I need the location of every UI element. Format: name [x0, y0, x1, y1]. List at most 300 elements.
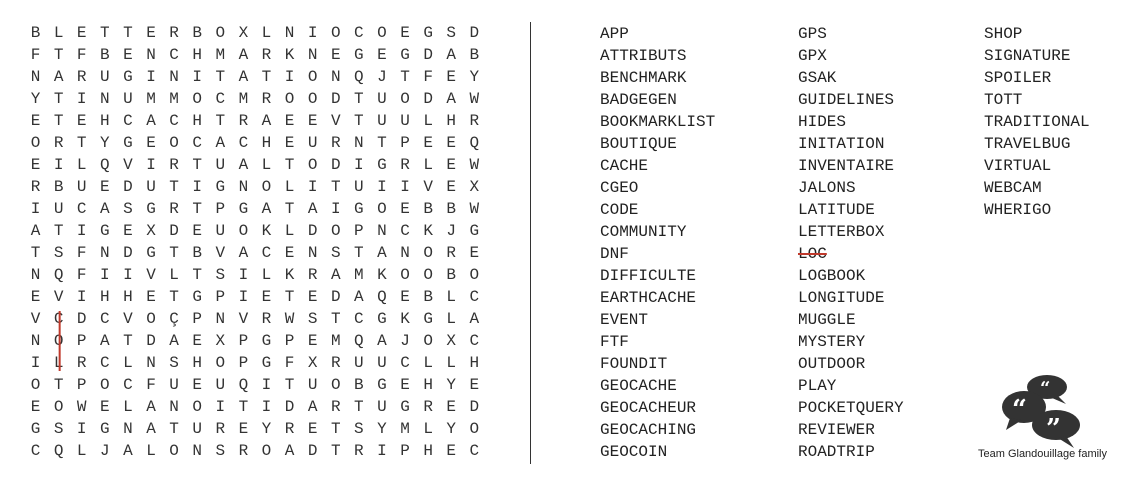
grid-cell: E	[123, 46, 133, 64]
grid-cell: O	[30, 134, 41, 152]
grid-cell: A	[238, 46, 249, 64]
grid-cell: A	[169, 332, 179, 350]
grid-cell: U	[215, 222, 226, 240]
word-list-column-1	[600, 23, 715, 463]
word-list-item: BADGEGEN	[600, 91, 677, 109]
word-list-item: VIRTUAL	[984, 157, 1052, 175]
grid-cell: I	[53, 156, 64, 174]
grid-cell: L	[76, 442, 87, 460]
grid-cell: A	[307, 200, 318, 218]
grid-cell: G	[261, 354, 272, 372]
grid-cell: O	[307, 90, 318, 108]
grid-cell: O	[215, 354, 226, 372]
grid-cell: T	[53, 376, 64, 394]
word-list-item: MUGGLE	[798, 311, 856, 329]
grid-cell: G	[354, 200, 364, 218]
grid-cell: K	[284, 46, 295, 64]
word-list-item: EARTHCACHE	[600, 289, 697, 307]
grid-cell: M	[215, 46, 226, 64]
grid-cell: S	[330, 244, 341, 262]
grid-cell: P	[354, 222, 364, 240]
grid-cell: I	[238, 266, 249, 284]
grid-cell: M	[400, 420, 410, 438]
word-list-item: EVENT	[600, 311, 649, 329]
grid-cell: R	[30, 178, 41, 196]
grid-cell: P	[284, 332, 295, 350]
grid-cell: L	[169, 266, 179, 284]
grid-cell: R	[330, 354, 341, 372]
grid-cell: E	[76, 24, 87, 42]
grid-cell: N	[307, 244, 318, 262]
grid-cell: E	[192, 376, 202, 394]
grid-cell: O	[423, 244, 433, 262]
grid-cell: A	[261, 112, 272, 130]
grid-row	[24, 44, 512, 66]
grid-cell: I	[284, 68, 295, 86]
word-list-item: LOC	[798, 245, 827, 263]
grid-cell: O	[469, 420, 480, 438]
grid-cell: L	[446, 310, 457, 328]
grid-cell: D	[423, 46, 433, 64]
grid-cell: X	[215, 332, 226, 350]
grid-cell: O	[423, 266, 433, 284]
grid-cell: A	[100, 200, 110, 218]
grid-cell: E	[30, 112, 41, 130]
grid-cell: R	[169, 200, 179, 218]
grid-cell: T	[215, 68, 226, 86]
grid-cell: B	[192, 244, 202, 262]
grid-cell: R	[169, 156, 179, 174]
grid-row	[24, 132, 512, 154]
grid-cell: T	[238, 398, 249, 416]
word-list-item: JALONS	[798, 179, 856, 197]
grid-cell: J	[100, 442, 110, 460]
grid-cell: R	[76, 354, 87, 372]
grid-cell: R	[169, 24, 179, 42]
grid-cell: U	[307, 134, 318, 152]
word-list-item: GEOCOIN	[600, 443, 668, 461]
grid-row	[24, 110, 512, 132]
grid-cell: N	[354, 134, 364, 152]
grid-row	[24, 198, 512, 220]
grid-cell: X	[469, 178, 480, 196]
grid-cell: D	[284, 398, 295, 416]
word-list-item: OUTDOOR	[798, 355, 866, 373]
grid-cell: E	[307, 112, 318, 130]
grid-cell: Q	[53, 266, 64, 284]
grid-cell: D	[76, 310, 87, 328]
grid-cell: X	[446, 332, 457, 350]
grid-cell: H	[192, 354, 202, 372]
letter-grid	[24, 22, 512, 462]
grid-cell: V	[330, 112, 341, 130]
grid-cell: N	[192, 442, 202, 460]
grid-cell: B	[446, 266, 457, 284]
grid-cell: Q	[100, 156, 110, 174]
grid-cell: U	[400, 112, 410, 130]
grid-cell: Y	[446, 376, 457, 394]
grid-cell: E	[400, 288, 410, 306]
grid-cell: R	[284, 420, 295, 438]
grid-cell: L	[146, 442, 156, 460]
grid-cell: N	[169, 68, 179, 86]
grid-cell: F	[146, 376, 156, 394]
grid-cell: W	[76, 398, 87, 416]
grid-cell: E	[330, 46, 341, 64]
grid-cell: R	[261, 310, 272, 328]
grid-cell: E	[284, 244, 295, 262]
grid-cell: A	[100, 332, 110, 350]
grid-cell: O	[377, 24, 387, 42]
grid-cell: R	[238, 112, 249, 130]
grid-cell: I	[76, 288, 87, 306]
grid-cell: Q	[354, 332, 364, 350]
grid-cell: P	[192, 310, 202, 328]
grid-cell: I	[30, 200, 41, 218]
word-list-item: GPX	[798, 47, 827, 65]
grid-cell: P	[76, 332, 87, 350]
grid-cell: Y	[261, 420, 272, 438]
grid-cell: Y	[377, 420, 387, 438]
grid-cell: C	[123, 376, 133, 394]
grid-cell: C	[76, 200, 87, 218]
word-list-item: WEBCAM	[984, 179, 1042, 197]
grid-cell: R	[261, 46, 272, 64]
grid-cell: G	[261, 332, 272, 350]
grid-cell: T	[215, 112, 226, 130]
grid-cell: D	[330, 156, 341, 174]
grid-cell: E	[400, 376, 410, 394]
grid-cell: L	[423, 354, 433, 372]
grid-cell: A	[53, 68, 64, 86]
grid-cell: I	[377, 178, 387, 196]
grid-cell: T	[284, 288, 295, 306]
grid-cell: U	[307, 376, 318, 394]
word-list-item: TRADITIONAL	[984, 113, 1090, 131]
grid-row	[24, 440, 512, 462]
grid-cell: N	[30, 68, 41, 86]
word-list-item: BOOKMARKLIST	[600, 113, 716, 131]
grid-cell: G	[100, 420, 110, 438]
grid-cell: A	[261, 200, 272, 218]
grid-cell: R	[400, 156, 410, 174]
grid-cell: E	[400, 24, 410, 42]
grid-cell: A	[469, 310, 480, 328]
grid-cell: L	[284, 178, 295, 196]
grid-cell: R	[76, 68, 87, 86]
grid-cell: A	[446, 90, 457, 108]
grid-cell: F	[76, 46, 87, 64]
grid-cell: I	[261, 398, 272, 416]
grid-cell: O	[100, 376, 110, 394]
grid-cell: H	[446, 112, 457, 130]
word-list-item: PLAY	[798, 377, 837, 395]
grid-cell: N	[123, 420, 133, 438]
grid-cell: L	[123, 354, 133, 372]
grid-cell: O	[169, 442, 179, 460]
grid-cell: N	[307, 46, 318, 64]
word-list-item: REVIEWER	[798, 421, 875, 439]
grid-cell: I	[146, 156, 156, 174]
grid-cell: V	[423, 178, 433, 196]
grid-cell: O	[169, 134, 179, 152]
grid-cell: Q	[377, 288, 387, 306]
word-list-item: ROADTRIP	[798, 443, 875, 461]
grid-cell: Y	[446, 420, 457, 438]
grid-cell: R	[330, 134, 341, 152]
grid-cell: E	[146, 134, 156, 152]
grid-cell: C	[354, 24, 364, 42]
grid-cell: L	[76, 156, 87, 174]
grid-cell: C	[354, 310, 364, 328]
grid-cell: O	[400, 266, 410, 284]
grid-cell: A	[307, 398, 318, 416]
grid-cell: B	[423, 288, 433, 306]
grid-cell: H	[423, 442, 433, 460]
grid-cell: E	[30, 398, 41, 416]
grid-cell: T	[76, 134, 87, 152]
grid-cell: D	[330, 90, 341, 108]
grid-cell: T	[169, 178, 179, 196]
grid-cell: Ç	[169, 310, 179, 328]
grid-cell: U	[192, 420, 202, 438]
word-list-item: DNF	[600, 245, 629, 263]
grid-cell: O	[469, 266, 480, 284]
grid-cell: W	[469, 200, 480, 218]
grid-cell: E	[307, 288, 318, 306]
grid-cell: N	[169, 398, 179, 416]
grid-cell: Q	[238, 376, 249, 394]
grid-cell: G	[100, 222, 110, 240]
grid-cell: W	[469, 90, 480, 108]
grid-cell: O	[215, 24, 226, 42]
grid-cell: H	[100, 288, 110, 306]
grid-cell: M	[169, 90, 179, 108]
grid-cell: P	[215, 288, 226, 306]
grid-cell: T	[53, 222, 64, 240]
grid-cell: I	[261, 376, 272, 394]
grid-cell: C	[469, 288, 480, 306]
grid-cell: X	[146, 222, 156, 240]
grid-cell: P	[76, 376, 87, 394]
grid-cell: U	[76, 178, 87, 196]
grid-cell: D	[123, 244, 133, 262]
grid-cell: E	[446, 178, 457, 196]
grid-cell: S	[446, 24, 457, 42]
grid-cell: E	[100, 178, 110, 196]
grid-cell: E	[146, 24, 156, 42]
word-list-item: BOUTIQUE	[600, 135, 677, 153]
grid-cell: T	[192, 266, 202, 284]
grid-cell: U	[354, 178, 364, 196]
grid-cell: D	[307, 442, 318, 460]
grid-row	[24, 264, 512, 286]
grid-cell: O	[377, 200, 387, 218]
grid-cell: P	[400, 134, 410, 152]
word-list-item: SIGNATURE	[984, 47, 1071, 65]
speech-bubbles-icon	[1000, 374, 1090, 455]
grid-cell: G	[146, 200, 156, 218]
grid-cell: H	[192, 112, 202, 130]
grid-cell: E	[261, 288, 272, 306]
grid-cell: C	[238, 134, 249, 152]
svg-text:”: ”	[1046, 414, 1061, 444]
grid-row	[24, 88, 512, 110]
word-list-item: GUIDELINES	[798, 91, 895, 109]
grid-cell: P	[215, 200, 226, 218]
grid-cell: N	[284, 24, 295, 42]
grid-cell: C	[215, 90, 226, 108]
grid-cell: B	[53, 178, 64, 196]
grid-cell: T	[330, 420, 341, 438]
grid-cell: I	[76, 222, 87, 240]
grid-cell: K	[400, 310, 410, 328]
grid-cell: V	[238, 310, 249, 328]
grid-cell: A	[377, 332, 387, 350]
grid-cell: D	[123, 178, 133, 196]
grid-cell: N	[146, 354, 156, 372]
grid-cell: W	[469, 156, 480, 174]
grid-cell: O	[261, 178, 272, 196]
grid-cell: G	[400, 46, 410, 64]
grid-cell: P	[238, 332, 249, 350]
grid-cell: C	[100, 354, 110, 372]
grid-cell: A	[146, 398, 156, 416]
grid-cell: V	[123, 156, 133, 174]
grid-cell: O	[261, 442, 272, 460]
grid-cell: E	[146, 288, 156, 306]
grid-cell: E	[400, 200, 410, 218]
grid-cell: O	[330, 222, 341, 240]
grid-cell: K	[377, 266, 387, 284]
grid-cell: I	[400, 178, 410, 196]
grid-cell: L	[261, 156, 272, 174]
grid-cell: I	[307, 178, 318, 196]
word-list-item: GEOCACHE	[600, 377, 677, 395]
grid-cell: I	[354, 156, 364, 174]
grid-cell: T	[53, 90, 64, 108]
grid-cell: N	[330, 68, 341, 86]
grid-cell: C	[400, 222, 410, 240]
grid-cell: D	[169, 222, 179, 240]
grid-cell: R	[330, 398, 341, 416]
grid-cell: O	[192, 398, 202, 416]
word-list-column-3	[984, 23, 1090, 221]
grid-cell: T	[354, 398, 364, 416]
grid-cell: T	[377, 134, 387, 152]
grid-row	[24, 22, 512, 44]
grid-cell: G	[377, 156, 387, 174]
grid-cell: T	[53, 112, 64, 130]
grid-cell: B	[192, 24, 202, 42]
grid-cell: T	[354, 244, 364, 262]
grid-cell: E	[446, 398, 457, 416]
grid-cell: H	[123, 288, 133, 306]
grid-cell: N	[30, 332, 41, 350]
grid-cell: P	[238, 354, 249, 372]
grid-cell: Q	[53, 442, 64, 460]
grid-cell: T	[261, 68, 272, 86]
grid-cell: G	[377, 310, 387, 328]
grid-cell: F	[423, 68, 433, 86]
grid-cell: C	[400, 354, 410, 372]
grid-cell: E	[446, 134, 457, 152]
grid-cell: C	[469, 332, 480, 350]
grid-cell: D	[146, 332, 156, 350]
grid-cell: N	[215, 310, 226, 328]
grid-cell: Y	[100, 134, 110, 152]
grid-cell: I	[123, 266, 133, 284]
grid-cell: L	[423, 112, 433, 130]
grid-cell: O	[53, 398, 64, 416]
grid-cell: C	[261, 244, 272, 262]
grid-cell: V	[53, 288, 64, 306]
grid-cell: A	[30, 222, 41, 240]
grid-cell: E	[423, 134, 433, 152]
grid-cell: B	[100, 46, 110, 64]
word-list-item: LETTERBOX	[798, 223, 885, 241]
grid-cell: L	[53, 354, 64, 372]
grid-cell: E	[469, 244, 480, 262]
grid-cell: S	[354, 420, 364, 438]
grid-cell: T	[192, 156, 202, 174]
grid-row	[24, 220, 512, 242]
grid-cell: R	[215, 420, 226, 438]
grid-cell: U	[377, 354, 387, 372]
grid-cell: R	[446, 244, 457, 262]
grid-cell: D	[307, 222, 318, 240]
grid-cell: T	[53, 46, 64, 64]
grid-row	[24, 154, 512, 176]
word-list-item: INVENTAIRE	[798, 157, 895, 175]
grid-cell: V	[30, 310, 41, 328]
grid-cell: C	[169, 112, 179, 130]
grid-cell: C	[469, 442, 480, 460]
grid-cell: D	[469, 398, 480, 416]
grid-cell: P	[400, 442, 410, 460]
grid-row	[24, 396, 512, 418]
grid-cell: U	[377, 398, 387, 416]
grid-cell: O	[330, 24, 341, 42]
grid-cell: B	[423, 200, 433, 218]
grid-cell: S	[215, 442, 226, 460]
grid-cell: O	[192, 90, 202, 108]
grid-cell: S	[123, 200, 133, 218]
grid-cell: E	[100, 398, 110, 416]
grid-cell: O	[238, 222, 249, 240]
grid-cell: F	[30, 46, 41, 64]
grid-cell: T	[284, 156, 295, 174]
grid-cell: E	[307, 332, 318, 350]
grid-cell: G	[423, 24, 433, 42]
grid-cell: X	[307, 354, 318, 372]
grid-cell: N	[100, 244, 110, 262]
grid-cell: K	[261, 222, 272, 240]
grid-cell: I	[76, 420, 87, 438]
grid-cell: O	[53, 332, 64, 350]
grid-cell: E	[446, 156, 457, 174]
grid-cell: I	[192, 68, 202, 86]
word-list-item: LOGBOOK	[798, 267, 866, 285]
grid-cell: J	[446, 222, 457, 240]
grid-cell: T	[284, 200, 295, 218]
grid-cell: E	[238, 420, 249, 438]
grid-cell: L	[53, 24, 64, 42]
grid-row	[24, 286, 512, 308]
grid-cell: F	[284, 354, 295, 372]
grid-cell: S	[53, 420, 64, 438]
grid-cell: U	[377, 90, 387, 108]
